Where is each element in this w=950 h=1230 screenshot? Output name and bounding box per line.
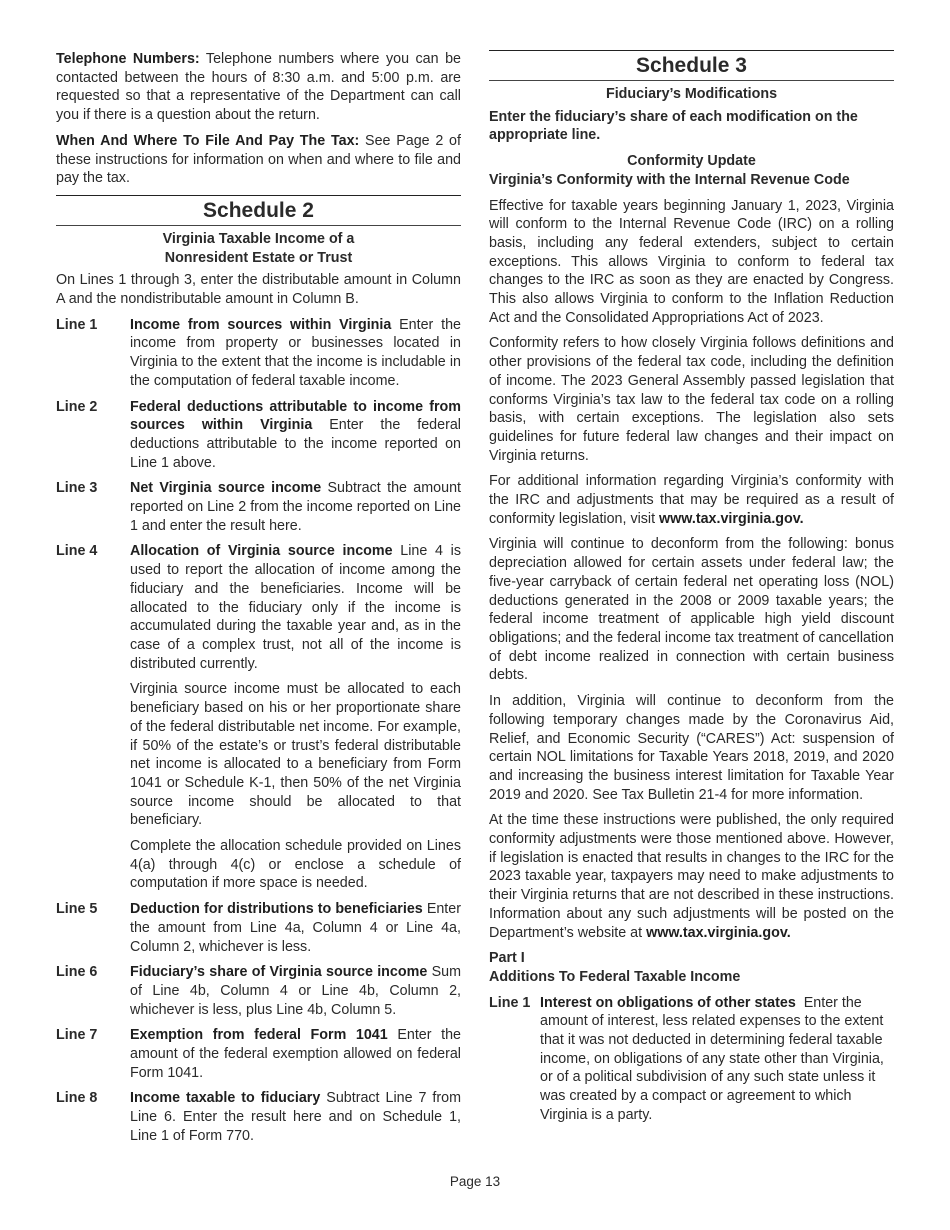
- telephone-paragraph: Telephone Numbers: Telephone numbers where you can be contacted between the hours of 8:30 a.m. and 5:00 p.m. are requested so that a representative of the Department can call you if there is a question about the return.: [56, 51, 461, 124]
- tax-website-link[interactable]: www.tax.virginia.gov.: [659, 510, 804, 527]
- conformity-paragraph: For additional information regarding Virginia’s conformity with the IRC and adjustments that may be required as a result of conformity legislation, visit www.tax.virginia.gov.: [489, 473, 894, 527]
- schedule-3-subtitle: Fiduciary’s Modifications: [605, 86, 778, 102]
- line-item: Line 1 Income from sources within Virginia Enter the income from property or businesses located in Virginia to the extent that the income is includable in the computation of federal taxable income.: [56, 316, 461, 389]
- conformity-update-heading: Conformity Update: [627, 153, 756, 170]
- line-item: Line 1 Interest on obligations of other states Enter the amount of interest, less related expenses to the extent that it was not deducted in determining federal taxable income, on obligations of any state other than Virginia, or of a political subdivision of any such state unless it was created by a compact or agreement to which Virginia is a party.: [489, 994, 884, 1123]
- page-number: Page 13: [449, 1174, 501, 1189]
- line-item: Line 3 Net Virginia source income Subtract the amount reported on Line 2 from the income reported on Line 1 and enter the result here.: [56, 480, 461, 534]
- conformity-paragraph: Conformity refers to how closely Virginia follows definitions and other provisions of the federal tax code, including the definition of income. The 2023 General Assembly passed legislation that conforms Virginia’s tax law to the federal tax code on a rolling basis, with certain exceptions. The legislation also sets guidelines for future federal law changes and their impact on Virginia returns.: [489, 335, 894, 464]
- line-item: Line 7 Exemption from federal Form 1041 Enter the amount of the federal exemption allowed on federal Form 1041.: [56, 1027, 461, 1081]
- adjustments-paragraph: At the time these instructions were published, the only required conformity adjustments were those mentioned above. However, if legislation is enacted that results in changes to the IRC for the 2023 taxable year, taxpayers may need to make adjustments to their Virginia returns that are not described in these instructions. Information about any such adjustments will be posted on the Department’s website at www.tax.virginia.gov.: [489, 812, 894, 941]
- line-item: Line 2 Federal deductions attributable to income from sources within Virginia Enter the federal deductions attributable to the income reported on Line 1 above.: [56, 398, 461, 471]
- conformity-paragraph: Effective for taxable years beginning January 1, 2023, Virginia will conform to the Internal Revenue Code (IRC) on a rolling basis, including any federal extenders, subject to certain exceptions. This allows Virginia to conform to federal tax changes to the IRC as soon as they are enacted by Congress. This also allows Virginia to conform to the Inflation Reduction Act and the Consolidated Appropriations Act of 2023.: [489, 197, 894, 326]
- when-where-paragraph: When And Where To File And Pay The Tax: See Page 2 of these instructions for information on when and where to file and pay the tax.: [56, 132, 461, 187]
- part-1-title: Additions To Federal Taxable Income: [489, 968, 741, 985]
- schedule-3-title: Schedule 3: [489, 50, 894, 81]
- line-item: Line 8 Income taxable to fiduciary Subtract Line 7 from Line 6. Enter the result here and on Schedule 1, Line 1 of Form 770.: [56, 1090, 461, 1144]
- schedule-2-subtitle: Virginia Taxable Income of a Nonresident Estate or Trust: [162, 230, 355, 266]
- schedule-2-title: Schedule 2: [56, 195, 461, 226]
- tax-website-link[interactable]: www.tax.virginia.gov.: [646, 924, 791, 941]
- left-column: [56, 50, 461, 1153]
- line-item: Line 5 Deduction for distributions to beneficiaries Enter the amount from Line 4a, Column 4 or Line 4a, Column 2, whichever is less.: [56, 901, 461, 955]
- line-item: Line 4 Allocation of Virginia source income Line 4 is used to report the allocation of income among the fiduciary and the beneficiaries. Income will be allocated to the fiduciary only if the income is accumulated during the taxable year and, as in the case of a complex trust, not all of the income is distributed currently. Virginia source income must be allocated to each beneficiary based on his or her proportionate share of the federal distributable net income. For example, if 50% of the estate’s or trust’s federal distributable net income is allocated to a beneficiary from Form 1041 or Schedule K-1, then 50% of the net Virginia source income should be allocated to that beneficiary. Complete the allocation schedule provided on Lines 4(a) through 4(c) or enclose a schedule of computation if more space is needed.: [56, 543, 461, 892]
- schedule-2-intro: On Lines 1 through 3, enter the distributable amount in Column A and the nondistributable amount in Column B.: [56, 272, 461, 308]
- right-column: [489, 50, 894, 1132]
- conformity-subheading: Virginia’s Conformity with the Internal Revenue Code: [489, 171, 850, 188]
- enter-share-instruction: Enter the fiduciary’s share of each modification on the appropriate line.: [489, 108, 858, 144]
- cares-paragraph: In addition, Virginia will continue to deconform from the following temporary changes made by the Coronavirus Aid, Relief, and Economic Security (“CARES”) Act: suspension of certain NOL limitations for Taxable Years 2018, 2019, and 2020 and increasing the business interest limitation for Taxable Year 2019 and 2020. See Tax Bulletin 21-4 for more information.: [489, 693, 894, 803]
- line-item: Line 6 Fiduciary’s share of Virginia source income Sum of Line 4b, Column 4 or Line 4b, Column 2, whichever is less, plus Line 4b, Column 5.: [56, 964, 461, 1018]
- deconformity-paragraph: Virginia will continue to deconform from the following: bonus depreciation allowed for certain assets under federal law; the five-year carryback of certain federal net operating loss (NOL) deductions generated in the 2008 or 2009 taxable years; the federal income treatment of applicable high yield discount obligations; and the federal income tax treatment of cancellation of debt income realized in connection with certain business debts.: [489, 536, 894, 684]
- part-1-label: Part I: [489, 950, 525, 967]
